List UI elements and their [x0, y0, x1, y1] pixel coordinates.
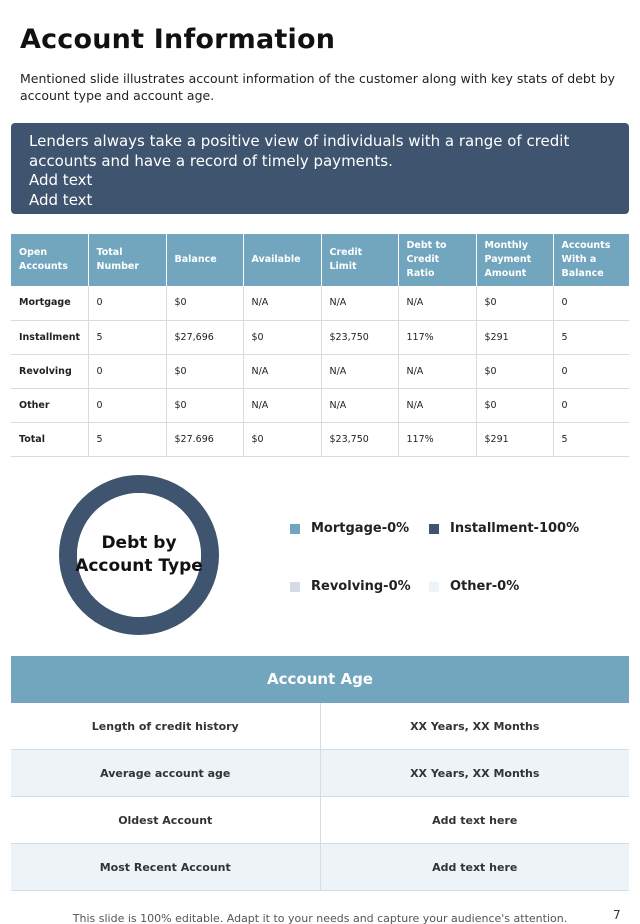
- table-header-row: [11, 234, 629, 286]
- donut-label-line: Debt by: [101, 533, 177, 553]
- open-accounts-table: [11, 234, 629, 457]
- account-age-row: [11, 703, 629, 750]
- column-header: Balance: [166, 234, 243, 286]
- banner-line: accounts and have a record of timely payments.: [29, 151, 393, 170]
- table-cell: 0: [553, 388, 629, 422]
- table-cell: $0: [166, 388, 243, 422]
- table-cell: Mortgage: [11, 286, 88, 320]
- table-cell: 5: [88, 422, 166, 456]
- column-header: Monthly Payment Amount: [476, 234, 553, 286]
- table-cell: 5: [553, 320, 629, 354]
- legend-swatch: [429, 582, 439, 592]
- table-cell: N/A: [243, 388, 321, 422]
- table-cell: $0: [166, 286, 243, 320]
- age-label-cell: Average account age: [11, 750, 321, 796]
- table-cell: N/A: [321, 354, 398, 388]
- table-row: [11, 320, 629, 354]
- table-cell: N/A: [398, 286, 476, 320]
- legend-label: Installment-100%: [450, 521, 580, 536]
- lenders-banner: [11, 123, 629, 214]
- table-cell: $291: [476, 320, 553, 354]
- table-cell: N/A: [243, 354, 321, 388]
- column-header: Total Number: [88, 234, 166, 286]
- table-cell: N/A: [321, 286, 398, 320]
- table-cell: 5: [553, 422, 629, 456]
- table-cell: 0: [88, 354, 166, 388]
- table-cell: Installment: [11, 320, 88, 354]
- column-header: Open Accounts: [11, 234, 88, 286]
- legend-swatch: [290, 524, 300, 534]
- account-age-row: [11, 797, 629, 844]
- table-cell: $0: [476, 388, 553, 422]
- table-cell: $291: [476, 422, 553, 456]
- table-cell: 0: [553, 286, 629, 320]
- column-header: Credit Limit: [321, 234, 398, 286]
- table-cell: $23,750: [321, 320, 398, 354]
- banner-line: Add text: [29, 190, 93, 209]
- account-age-header: Account Age: [11, 656, 629, 703]
- table-cell: $0: [243, 422, 321, 456]
- account-age-row: [11, 750, 629, 797]
- table-cell: 0: [88, 286, 166, 320]
- table-row: [11, 422, 629, 456]
- footer-note: This slide is 100% editable. Adapt it to your needs and capture your audience's attention.: [72, 912, 568, 924]
- table-cell: Other: [11, 388, 88, 422]
- column-header: Accounts With a Balance: [553, 234, 629, 286]
- age-value-cell: XX Years, XX Months: [410, 719, 540, 733]
- legend-item-mortgage: [290, 521, 409, 536]
- age-label-cell: Oldest Account: [11, 797, 321, 843]
- legend-label: Mortgage-0%: [311, 521, 410, 536]
- legend-label: Revolving-0%: [311, 579, 411, 594]
- donut-center-label: [58, 532, 220, 578]
- page-number: 7: [613, 908, 621, 922]
- table-cell: 117%: [398, 320, 476, 354]
- age-label-cell: Length of credit history: [11, 703, 321, 749]
- legend-label: Other-0%: [450, 579, 520, 594]
- table-cell: 117%: [398, 422, 476, 456]
- donut-label-line: Account Type: [75, 556, 203, 576]
- account-age-row: [11, 844, 629, 891]
- legend-item-revolving: [290, 579, 411, 594]
- legend-swatch: [429, 524, 439, 534]
- table-cell: Total: [11, 422, 88, 456]
- legend-item-other: [429, 579, 519, 594]
- table-cell: N/A: [398, 388, 476, 422]
- table-cell: N/A: [398, 354, 476, 388]
- table-cell: 5: [88, 320, 166, 354]
- age-label-cell: Most Recent Account: [11, 844, 321, 890]
- table-cell: $27,696: [166, 320, 243, 354]
- table-cell: $0: [243, 320, 321, 354]
- table-cell: 0: [553, 354, 629, 388]
- table-cell: $0: [166, 354, 243, 388]
- age-value-cell: XX Years, XX Months: [410, 766, 540, 780]
- table-cell: N/A: [243, 286, 321, 320]
- column-header: Available: [243, 234, 321, 286]
- age-value-cell: Add text here: [432, 860, 518, 874]
- table-cell: 0: [88, 388, 166, 422]
- age-value-cell: Add text here: [432, 813, 518, 827]
- table-row: [11, 354, 629, 388]
- table-cell: $0: [476, 286, 553, 320]
- banner-line: Lenders always take a positive view of individuals with a range of credit: [29, 132, 570, 150]
- table-cell: $27.696: [166, 422, 243, 456]
- table-cell: $23,750: [321, 422, 398, 456]
- table-cell: Revolving: [11, 354, 88, 388]
- table-row: [11, 388, 629, 422]
- table-cell: $0: [476, 354, 553, 388]
- page-subtitle: Mentioned slide illustrates account information of the customer along with key stats of debt by account type and account age.: [20, 71, 616, 103]
- column-header: Debt to Credit Ratio: [398, 234, 476, 286]
- table-row: [11, 286, 629, 320]
- legend-item-installment: [429, 521, 579, 536]
- table-cell: N/A: [321, 388, 398, 422]
- legend-swatch: [290, 582, 300, 592]
- banner-line: Add text: [29, 171, 93, 189]
- page-title: Account Information: [20, 24, 336, 55]
